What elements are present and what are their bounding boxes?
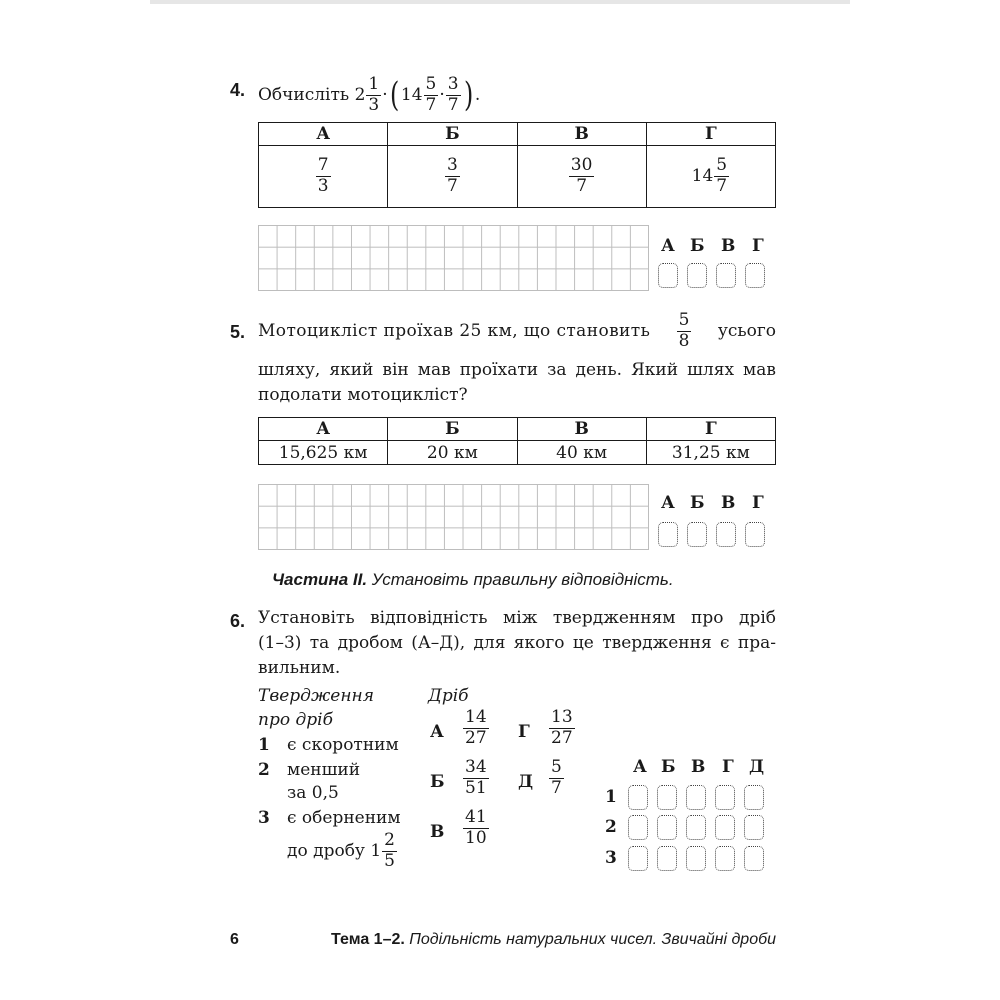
q4-choice-label-b: Б xyxy=(690,236,705,256)
statement-1-number: 1 xyxy=(258,735,270,755)
q4-choice-label-g: Г xyxy=(752,236,764,256)
q5-choice-label-a: А xyxy=(661,493,675,513)
fraction-b: $\frac{34}{51}$ xyxy=(465,757,487,798)
q4-option-g: 14 $\frac{5}{7}$ xyxy=(646,146,775,208)
q4-option-a: $\frac{7}{3}$ xyxy=(259,146,388,208)
top-edge-shade xyxy=(150,0,850,4)
right-paren: ) xyxy=(463,75,473,115)
q4-answer-box-g[interactable] xyxy=(745,263,765,288)
fraction-a: $\frac{14}{27}$ xyxy=(465,707,487,748)
q4-option-b: $\frac{3}{7}$ xyxy=(388,146,517,208)
q4-header-row xyxy=(259,123,776,146)
q5-choice-label-v: В xyxy=(721,493,736,513)
page-number: 6 xyxy=(230,931,239,948)
q4-header-a: А xyxy=(259,123,388,146)
q5-line3: подолати мотоцикліст? xyxy=(258,385,468,405)
q4-frac-2: $\frac{5}{7}$ xyxy=(425,73,437,115)
match-box-3-v[interactable] xyxy=(686,846,706,871)
statement-2-number: 2 xyxy=(258,760,270,780)
match-box-3-a[interactable] xyxy=(628,846,648,871)
q5-header-g: Г xyxy=(646,418,775,441)
q4-frac-1: $\frac{1}{3}$ xyxy=(368,73,380,115)
q5-header-row xyxy=(259,418,776,441)
statement-3-text2: до дробу 1 xyxy=(287,840,382,861)
grid-col-g: Г xyxy=(722,757,734,777)
q5-number: 5. xyxy=(230,322,246,342)
match-box-1-v[interactable] xyxy=(686,785,706,810)
q5-choice-label-g: Г xyxy=(752,493,764,513)
grid-col-b: Б xyxy=(661,757,676,777)
q4-scratch-grid[interactable] xyxy=(258,225,649,291)
q4-header-v: В xyxy=(517,123,646,146)
q4-prompt xyxy=(258,70,480,120)
grid-col-d: Д xyxy=(749,757,765,777)
grid-row-3: 3 xyxy=(605,848,617,868)
q5-line2: шляху, який він мав проїхати за день. Який шлях мав xyxy=(258,360,776,380)
q6-line3: вильним. xyxy=(258,658,341,678)
q4-choice-label-a: А xyxy=(661,236,675,256)
q5-choice-label-b: Б xyxy=(690,493,705,513)
q5-fraction: $\frac{5}{8}$ xyxy=(678,309,690,351)
q5-answer-box-a[interactable] xyxy=(658,522,678,547)
statement-2-text2: за 0,5 xyxy=(287,783,339,803)
match-box-3-b[interactable] xyxy=(657,846,677,871)
fraction-a-letter: А xyxy=(430,722,444,742)
fraction-g-letter: Г xyxy=(518,722,530,742)
grid-row-1: 1 xyxy=(605,787,617,807)
match-box-1-g[interactable] xyxy=(715,785,735,810)
q4-period: . xyxy=(474,84,481,105)
match-box-1-b[interactable] xyxy=(657,785,677,810)
q4-answer-box-a[interactable] xyxy=(658,263,678,288)
fraction-d: $\frac{5}{7}$ xyxy=(551,757,562,798)
statement-3-fraction: $\frac{2}{5}$ xyxy=(384,829,395,871)
statement-3-number: 3 xyxy=(258,808,270,828)
q5-answer-table xyxy=(258,417,776,465)
q5-answer-box-v[interactable] xyxy=(716,522,736,547)
q5-header-v: В xyxy=(517,418,646,441)
q5-text-b: усього xyxy=(717,320,776,341)
q4-values-row xyxy=(259,146,776,208)
q4-number: 4. xyxy=(230,80,246,100)
match-box-2-a[interactable] xyxy=(628,815,648,840)
q5-answer-box-b[interactable] xyxy=(687,522,707,547)
q4-frac-3: $\frac{3}{7}$ xyxy=(447,73,459,115)
left-paren: ( xyxy=(389,75,399,115)
statement-3-text: є оберненим xyxy=(287,808,401,828)
match-box-3-g[interactable] xyxy=(715,846,735,871)
statements-title-2: про дріб xyxy=(258,710,333,730)
q4-whole2: 14 xyxy=(400,84,423,105)
match-box-2-v[interactable] xyxy=(686,815,706,840)
fraction-g: $\frac{13}{27}$ xyxy=(551,707,573,748)
part2-text: Установіть правильну відповідність. xyxy=(371,570,674,589)
footer-topic-text: Подільність натуральних чисел. Звичайні дроби xyxy=(409,931,776,948)
match-box-1-d[interactable] xyxy=(744,785,764,810)
fraction-v-letter: В xyxy=(430,822,445,842)
q5-line1 xyxy=(258,306,776,356)
statement-3-line2 xyxy=(287,828,398,874)
q5-answer-box-g[interactable] xyxy=(745,522,765,547)
fraction-v: $\frac{41}{10}$ xyxy=(465,807,487,848)
q4-dot: · xyxy=(382,84,388,105)
q4-whole: 2 xyxy=(354,84,366,105)
q4-answer-box-b[interactable] xyxy=(687,263,707,288)
match-box-1-a[interactable] xyxy=(628,785,648,810)
q6-number: 6. xyxy=(230,611,246,631)
q5-scratch-grid[interactable] xyxy=(258,484,649,550)
footer-topic xyxy=(331,931,776,949)
fraction-d-letter: Д xyxy=(518,772,534,792)
match-box-2-b[interactable] xyxy=(657,815,677,840)
q5-option-a: 15,625 км xyxy=(259,441,388,465)
q5-header-a: А xyxy=(259,418,388,441)
statement-2-text: менший xyxy=(287,760,361,780)
grid-col-a: А xyxy=(633,757,647,777)
q5-header-b: Б xyxy=(388,418,517,441)
match-box-3-d[interactable] xyxy=(744,846,764,871)
statement-1-text: є скоротним xyxy=(287,735,399,755)
statements-title-1: Твердження xyxy=(258,686,374,706)
match-box-2-g[interactable] xyxy=(715,815,735,840)
q4-answer-table xyxy=(258,122,776,208)
footer-topic-bold: Тема 1–2. xyxy=(331,931,405,948)
fractions-title: Дріб xyxy=(428,686,469,706)
q4-header-g: Г xyxy=(646,123,775,146)
q4-prompt-text: Обчисліть xyxy=(258,84,350,105)
q4-option-v: $\frac{30}{7}$ xyxy=(517,146,646,208)
q4-header-b: Б xyxy=(388,123,517,146)
match-box-2-d[interactable] xyxy=(744,815,764,840)
q4-answer-box-v[interactable] xyxy=(716,263,736,288)
grid-col-v: В xyxy=(691,757,706,777)
q5-text-a: Мотоцикліст проїхав 25 км, що становить xyxy=(258,320,651,341)
grid-row-2: 2 xyxy=(605,817,617,837)
fraction-b-letter: Б xyxy=(430,772,445,792)
q5-values-row xyxy=(259,441,776,465)
part2-bold: Частина II. xyxy=(272,570,368,589)
q5-option-b: 20 км xyxy=(388,441,517,465)
q5-option-g: 31,25 км xyxy=(646,441,775,465)
q6-line2: (1–3) та дробом (А–Д), для якого це твердження є пра- xyxy=(258,633,776,653)
q5-option-v: 40 км xyxy=(517,441,646,465)
q4-dot2: · xyxy=(439,84,445,105)
q6-line1: Установіть відповідність між твердженням про дріб xyxy=(258,608,776,628)
q4-choice-label-v: В xyxy=(721,236,736,256)
part2-heading xyxy=(272,570,674,590)
